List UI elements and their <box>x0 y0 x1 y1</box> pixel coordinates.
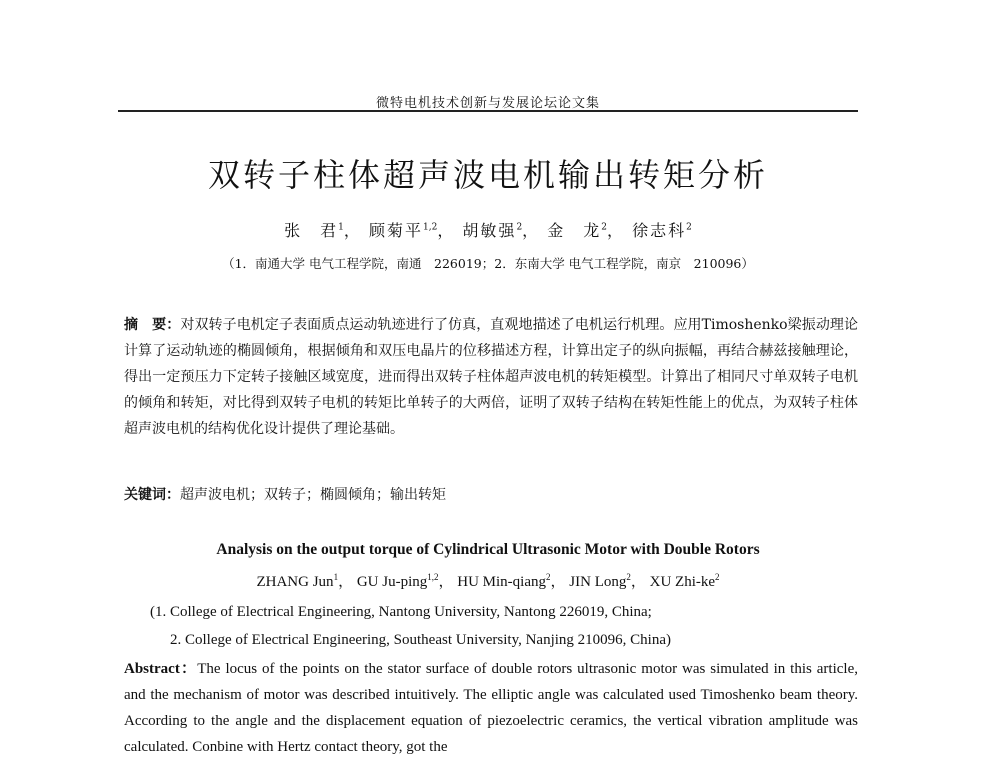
author-cn: 张 君$^1$， <box>284 221 362 240</box>
affiliation-en <box>150 598 858 654</box>
author-cn: 徐志科$^2$ <box>632 221 692 240</box>
abstract-cn-label: 摘 要： <box>124 317 181 333</box>
header-rule <box>118 110 858 112</box>
author-en: ZHANG Jun$^1$， <box>256 572 354 590</box>
affiliation-en-line: (1. College of Electrical Engineering, Nantong University, Nantong 226019, China; <box>150 604 652 620</box>
keywords-cn-label: 关键词： <box>124 487 180 503</box>
abstract-en <box>124 656 858 760</box>
authors-en <box>118 570 858 591</box>
author-cn: 胡敏强$^2$， <box>462 221 541 240</box>
title-cn: 双转子柱体超声波电机输出转矩分析 <box>207 156 768 194</box>
affiliation-en-line: 2. College of Electrical Engineering, Southeast University, Nanjing 210096, China) <box>170 632 671 648</box>
abstract-cn <box>124 312 858 442</box>
keywords-cn <box>124 484 858 506</box>
running-header: 微特电机技术创新与发展论坛论文集 <box>375 96 600 111</box>
author-cn: 金 龙$^2$， <box>547 221 626 240</box>
authors-cn <box>118 218 858 241</box>
author-en: HU Min-qiang$^2$， <box>457 572 566 590</box>
author-cn: 顾菊平$^{1,2}$， <box>368 221 456 240</box>
author-en: XU Zhi-$ke^2$ <box>649 572 720 590</box>
affiliation-cn: （1．南通大学 电气工程学院，南通 226019；2．东南大学 电气工程学院，南京 210096） <box>222 256 754 271</box>
abstract-en-label: Abstract： <box>124 661 198 677</box>
abstract-en-text: The locus of the points on the stator surface of double rotors ultrasonic motor was simulated in this article, and the mechanism of motor was described intuitively. The elliptic angle was calculated used Timoshenko beam theory. According to the angle and the displacement equation of piezoelectric ceramics, the vertical vibration amplitude was calculated. Conbine with Hertz contact theory, got the <box>124 661 858 755</box>
title-en: Analysis on the output torque of Cylindrical Ultrasonic Motor with Double Rotors <box>216 541 760 558</box>
author-en: JIN Long$^2$， <box>569 572 646 590</box>
keywords-cn-text: 超声波电机；双转子；椭圆倾角；输出转矩 <box>180 487 446 503</box>
author-en: GU Ju-ping$^{1,2}$， <box>356 572 454 590</box>
abstract-cn-text: 对双转子电机定子表面质点运动轨迹进行了仿真，直观地描述了电机运行机理。应用Timoshenko梁振动理论计算了运动轨迹的椭圆倾角，根据倾角和双压电晶片的位移描述方程，计算出定子的纵向振幅，再结合赫兹接触理论，得出一定预压力下定转子接触区域宽度，进而得出双转子柱体超声波电机的转矩模型。计算出了相同尺寸单双转子电机的倾角和转矩，对比得到双转子电机的转矩比单转子的大两倍，证明了双转子结构在转矩性能上的优点，为双转子柱体超声波电机的结构优化设计提供了理论基础。 <box>124 317 859 437</box>
